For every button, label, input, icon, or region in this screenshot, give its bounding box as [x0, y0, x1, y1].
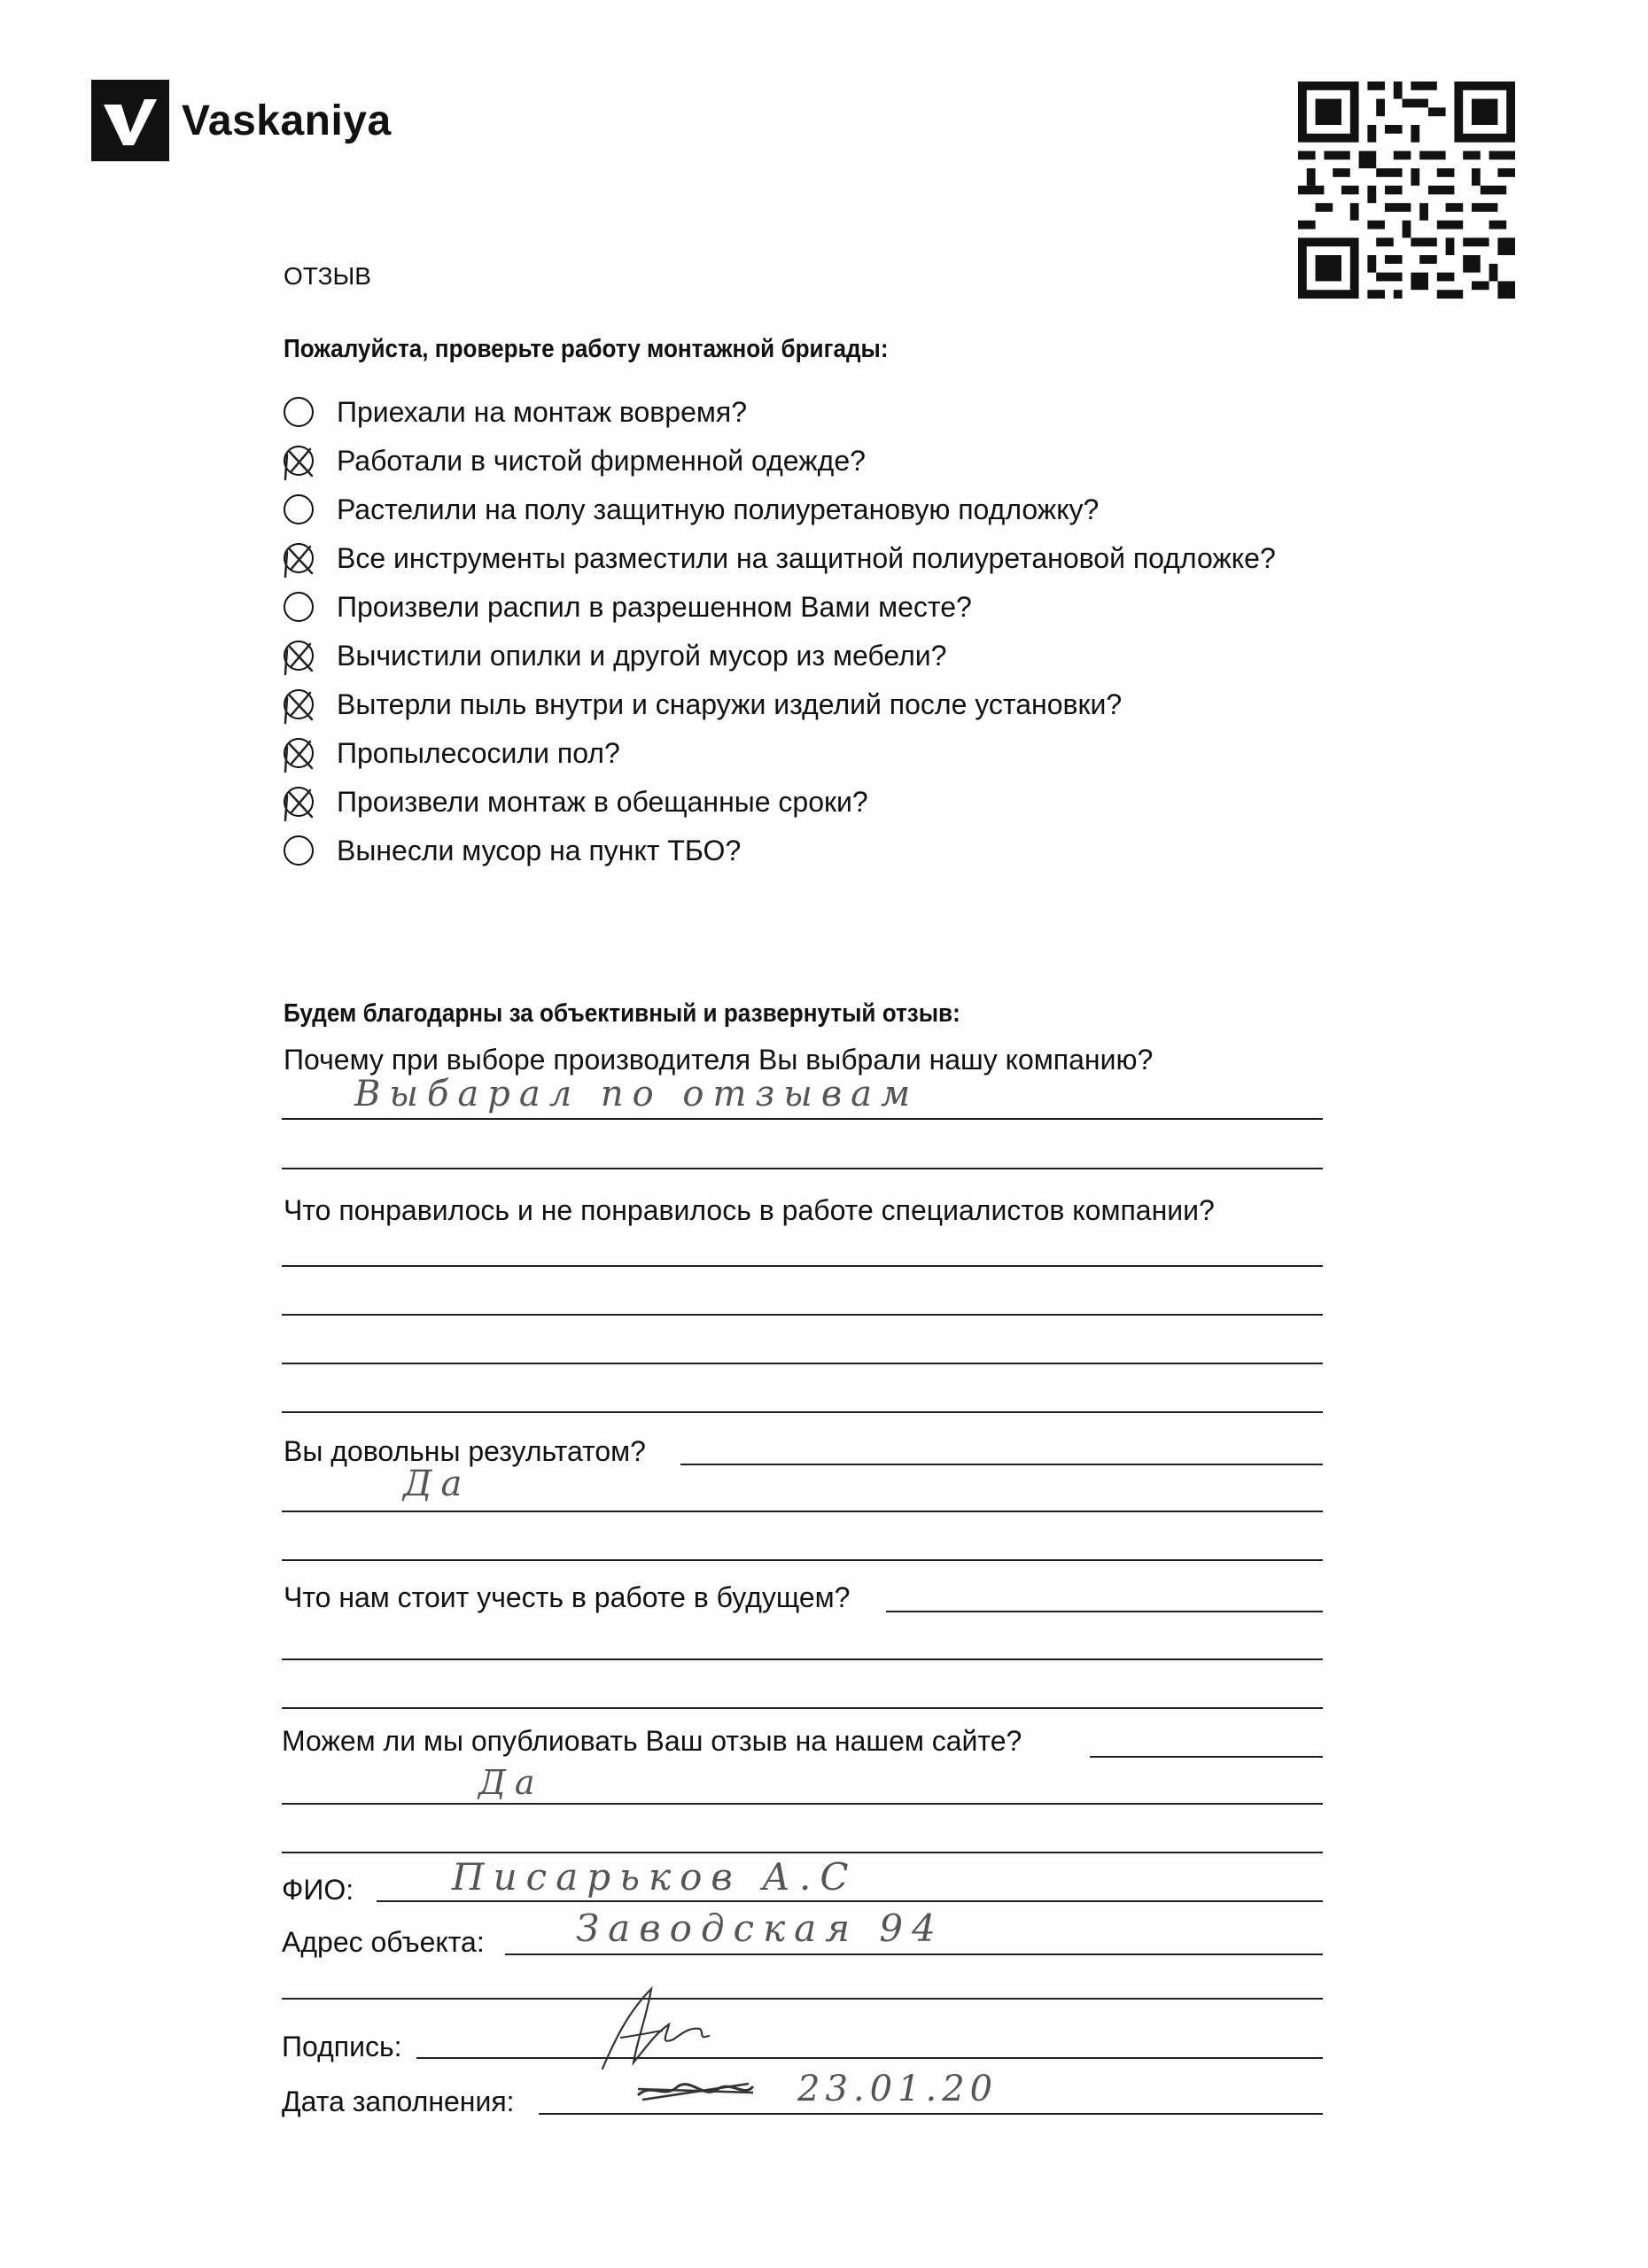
checklist-item: [284, 439, 866, 483]
qr-code-icon: [1298, 82, 1515, 299]
date-label: Дата заполнения:: [282, 2085, 515, 2117]
name-value: Писарьков А.С: [452, 1855, 858, 1899]
answer-publish: Да: [478, 1763, 544, 1802]
answer-line[interactable]: [282, 1559, 1323, 1561]
radio-circle[interactable]: [284, 494, 314, 524]
checklist-item-label: Произвели монтаж в обещанные сроки?: [337, 785, 868, 818]
answer-line[interactable]: [886, 1611, 1323, 1612]
radio-circle[interactable]: [284, 641, 314, 671]
signature-image: [585, 1984, 727, 2073]
address-value: Заводская 94: [576, 1907, 944, 1950]
answer-line[interactable]: [282, 1265, 1323, 1267]
answer-line[interactable]: [282, 1411, 1323, 1413]
checklist-item: [284, 828, 741, 873]
checklist-item-label: Вынесли мусор на пункт ТБО?: [337, 834, 742, 866]
checklist-item-label: Растелили на полу защитную полиуретановую подложку?: [337, 493, 1100, 525]
answer-line[interactable]: [282, 1118, 1323, 1120]
address-label: Адрес объекта:: [282, 1926, 485, 1958]
v-logo-icon: [91, 80, 169, 161]
checklist-item: [284, 780, 868, 824]
answer-line[interactable]: [282, 1511, 1323, 1512]
answer-line[interactable]: [282, 1852, 1323, 1853]
answer-line[interactable]: [1090, 1756, 1323, 1758]
answer-why-choose: Выбарал по отзывам: [354, 1074, 920, 1115]
address-field[interactable]: [505, 1953, 1323, 1955]
answer-line[interactable]: [680, 1464, 1323, 1465]
answer-line[interactable]: [282, 1314, 1323, 1316]
check-mark-icon: [282, 444, 319, 481]
crossed-out-scribble: [634, 2073, 758, 2109]
checklist-item-label: Работали в чистой фирменной одежде?: [337, 444, 866, 477]
feedback-heading: Будем благодарны за объективный и развернутый отзыв:: [284, 999, 960, 1028]
form-title: ОТЗЫВ: [284, 262, 371, 290]
checklist-item-label: Приехали на монтаж вовремя?: [337, 395, 748, 428]
checklist-item-label: Вычистили опилки и другой мусор из мебели?: [337, 639, 947, 672]
checklist-item-label: Вытерли пыль внутри и снаружи изделий после установки?: [337, 687, 1123, 720]
check-mark-icon: [282, 687, 319, 725]
checklist-item: [284, 585, 972, 629]
checklist-item: [284, 731, 620, 775]
answer-line[interactable]: [282, 1707, 1323, 1709]
signature-field[interactable]: [416, 2057, 1323, 2059]
radio-circle[interactable]: [284, 835, 314, 866]
check-mark-icon: [282, 785, 319, 822]
checklist-item: [284, 536, 1276, 580]
radio-circle[interactable]: [284, 543, 314, 573]
brand-name: Vaskaniya: [182, 97, 392, 144]
checklist-item: [284, 487, 1099, 532]
answer-satisfied: Да: [403, 1464, 471, 1504]
question-satisfied: Вы довольны результатом?: [284, 1435, 646, 1467]
check-mark-icon: [282, 639, 319, 676]
radio-circle[interactable]: [284, 446, 314, 476]
name-field[interactable]: [377, 1900, 1323, 1902]
check-mark-icon: [282, 541, 319, 579]
checklist-item: [284, 633, 946, 678]
question-why-choose: Почему при выборе производителя Вы выбрали нашу компанию?: [284, 1044, 1154, 1076]
brand-logo: [91, 80, 392, 161]
question-publish: Можем ли мы опублиовать Ваш отзыв на нашем сайте?: [282, 1725, 1022, 1757]
answer-line[interactable]: [282, 1658, 1323, 1660]
checklist-item-label: Все инструменты разместили на защитной полиуретановой подложке?: [337, 541, 1276, 574]
checklist-item: [284, 682, 1122, 726]
radio-circle[interactable]: [284, 689, 314, 719]
checklist-item: [284, 390, 747, 434]
signature-label: Подпись:: [282, 2031, 402, 2062]
question-likes-dislikes: Что понравилось и не понравилось в работе специалистов компании?: [284, 1194, 1215, 1226]
name-label: ФИО:: [282, 1874, 354, 1906]
answer-line[interactable]: [282, 1168, 1323, 1169]
date-field[interactable]: [539, 2113, 1323, 2115]
radio-circle[interactable]: [284, 397, 314, 427]
checklist-item-label: Пропылесосили пол?: [337, 736, 620, 769]
check-mark-icon: [282, 736, 319, 773]
answer-line[interactable]: [282, 1803, 1323, 1805]
radio-circle[interactable]: [284, 738, 314, 768]
answer-line[interactable]: [282, 1998, 1323, 2000]
radio-circle[interactable]: [284, 592, 314, 622]
date-value: 23.01.20: [797, 2069, 999, 2109]
question-consider-future: Что нам стоит учесть в работе в будущем?: [284, 1581, 851, 1613]
checklist-item-label: Произвели распил в разрешенном Вами месте?: [337, 590, 972, 623]
checklist-heading: Пожалуйста, проверьте работу монтажной бригады:: [284, 335, 889, 363]
answer-line[interactable]: [282, 1363, 1323, 1364]
radio-circle[interactable]: [284, 787, 314, 817]
